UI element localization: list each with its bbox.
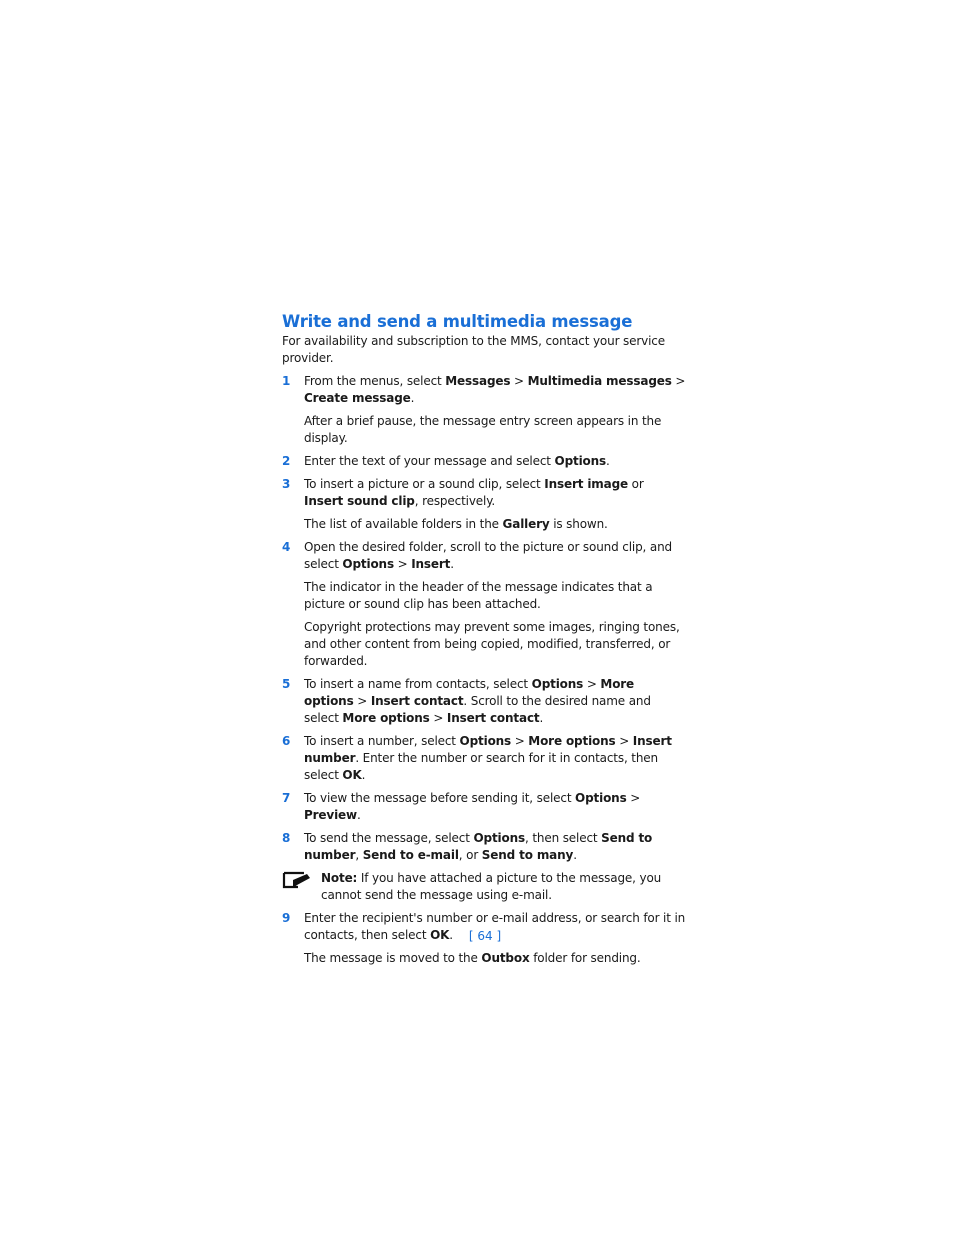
menu-term: Insert number	[304, 734, 672, 765]
step-item	[282, 790, 686, 824]
step-text: >	[626, 791, 641, 805]
menu-term: Insert	[411, 557, 451, 571]
step-text: To send the message, select	[304, 831, 474, 845]
menu-term: Insert contact	[370, 694, 464, 708]
step-text: ,	[355, 848, 363, 862]
step-number: 4	[282, 540, 291, 554]
step-item	[282, 539, 686, 573]
step-number: 7	[282, 791, 291, 805]
step-text: >	[615, 734, 633, 748]
step-text: The list of available folders in the	[304, 517, 503, 531]
step-item	[282, 453, 686, 470]
intro-text: For availability and subscription to the MMS, contact your service provider.	[282, 334, 665, 365]
step-text: .	[410, 391, 415, 405]
step-text: To insert a number, select	[304, 734, 460, 748]
step-item	[282, 676, 686, 727]
step-text: , then select	[525, 831, 602, 845]
step-text: .	[573, 848, 577, 862]
step-text: >	[353, 694, 371, 708]
menu-term: Insert sound clip	[304, 494, 415, 508]
step-number: 9	[282, 911, 291, 925]
step-number: 2	[282, 454, 291, 468]
step-text: . Enter the number or search for it in contacts, then select	[304, 751, 658, 782]
step-text: , respectively.	[414, 494, 496, 508]
step-detail	[282, 516, 686, 533]
step-text: The message is moved to the	[304, 951, 482, 965]
step-item	[282, 373, 686, 407]
step-text: From the menus, select	[304, 374, 446, 388]
step-text: Open the desired folder, scroll to the picture or sound clip, and select	[304, 540, 673, 571]
menu-term: Options	[531, 677, 584, 691]
menu-term: More options	[304, 677, 635, 708]
page-number: [ 64 ]	[468, 929, 502, 943]
step-text: .	[449, 928, 453, 942]
note-pencil-icon	[282, 870, 312, 890]
step-detail	[282, 413, 686, 447]
menu-term: More options	[528, 734, 616, 748]
step-item	[282, 830, 686, 864]
step-text: If you have attached a picture to the message, you cannot send the message using e-mail.	[321, 871, 662, 902]
menu-term: Options	[554, 454, 607, 468]
menu-term: Create message	[304, 391, 411, 405]
step-text: .	[450, 557, 454, 571]
menu-term: Options	[575, 791, 627, 805]
step-text: . Scroll to the desired name and select	[304, 694, 651, 725]
step-text: Enter the recipient's number or e-mail address, or search for it in contacts, then select	[304, 911, 686, 942]
step-text: >	[393, 557, 412, 571]
note-block	[282, 870, 686, 904]
menu-term: Note:	[321, 871, 358, 885]
step-text: To insert a picture or a sound clip, select	[304, 477, 545, 491]
step-text: .	[539, 711, 544, 725]
steps-list	[282, 373, 686, 967]
step-number: 3	[282, 477, 291, 491]
step-text: >	[429, 711, 447, 725]
menu-term: Options	[473, 831, 525, 845]
page-content	[282, 311, 686, 973]
step-text: >	[671, 374, 686, 388]
step-detail	[282, 950, 686, 967]
step-text: .	[356, 808, 361, 822]
step-number: 8	[282, 831, 291, 845]
step-text: Enter the text of your message and select	[304, 454, 555, 468]
menu-term: Gallery	[502, 517, 550, 531]
step-text: or	[628, 477, 644, 491]
step-text: is shown.	[549, 517, 608, 531]
step-number: 5	[282, 677, 291, 691]
menu-term: Options	[342, 557, 394, 571]
section-heading: Write and send a multimedia message	[282, 312, 633, 331]
menu-term: OK	[430, 928, 450, 942]
menu-term: OK	[342, 768, 362, 782]
menu-term: Insert image	[544, 477, 629, 491]
step-item	[282, 476, 686, 510]
step-text: >	[511, 734, 529, 748]
step-text: After a brief pause, the message entry screen appears in the display.	[304, 414, 662, 445]
menu-term: Outbox	[481, 951, 530, 965]
menu-term: Insert contact	[446, 711, 540, 725]
menu-term: Options	[459, 734, 512, 748]
menu-term: Messages	[445, 374, 511, 388]
menu-term: Multimedia messages	[527, 374, 672, 388]
step-item	[282, 733, 686, 784]
step-text: .	[606, 454, 610, 468]
step-text: >	[510, 374, 528, 388]
step-text: To view the message before sending it, select	[304, 791, 576, 805]
menu-term: More options	[342, 711, 430, 725]
menu-term: Send to e-mail	[362, 848, 459, 862]
step-text: folder for sending.	[529, 951, 641, 965]
step-text: , or	[458, 848, 482, 862]
step-text: .	[361, 768, 366, 782]
menu-term: Preview	[304, 808, 357, 822]
step-number: 1	[282, 374, 291, 388]
step-text: Copyright protections may prevent some images, ringing tones, and other content from being copied, modified, transferred, or forwarded.	[304, 620, 680, 668]
step-text: To insert a name from contacts, select	[304, 677, 532, 691]
step-text: The indicator in the header of the message indicates that a picture or sound clip has been attached.	[304, 580, 653, 611]
step-text: >	[583, 677, 601, 691]
menu-term: Send to many	[481, 848, 574, 862]
step-number: 6	[282, 734, 291, 748]
step-detail	[282, 619, 686, 670]
menu-term: Send to number	[304, 831, 653, 862]
step-detail	[282, 579, 686, 613]
